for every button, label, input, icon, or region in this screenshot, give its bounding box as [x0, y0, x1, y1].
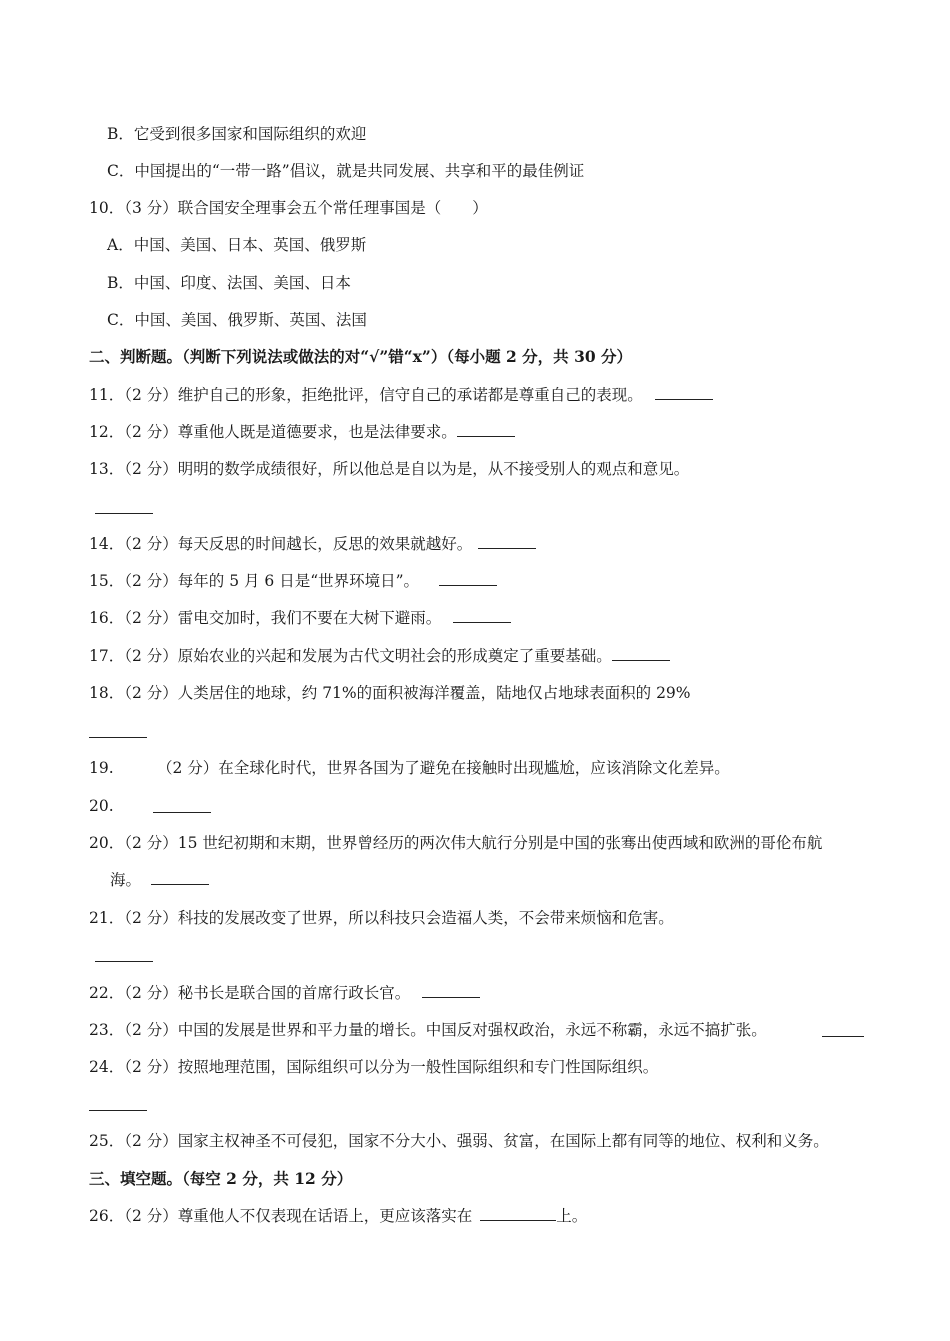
answer-blank-20[interactable]: [151, 870, 209, 885]
question-11-text: 11．（2 分）维护自己的形象，拒绝批评，信守自己的承诺都是尊重自己的表现。: [89, 386, 643, 404]
question-23: 23．（2 分）中国的发展是世界和平力量的增长。中国反对强权政治，永远不称霸，永远不搞扩张。: [89, 1021, 767, 1039]
answer-blank-18[interactable]: [89, 737, 147, 738]
question-26-text-before: 26．（2 分）尊重他人不仅表现在话语上，更应该落实在: [89, 1207, 473, 1225]
question-17: [89, 646, 670, 666]
question-19-number: 19.: [89, 759, 114, 777]
question-20-line-1: 20．（2 分）15 世纪初期和末期，世界曾经历的两次伟大航行分别是中国的张骞出使西域和欧洲的哥伦布航: [89, 834, 823, 852]
answer-blank-13[interactable]: [95, 513, 153, 514]
q10-stem: 10．（3 分）联合国安全理事会五个常任理事国是（ ）: [89, 199, 488, 217]
answer-blank-15[interactable]: [439, 571, 497, 586]
question-20: [110, 870, 209, 890]
question-18: 18．（2 分）人类居住的地球，约 71%的面积被海洋覆盖，陆地仅占地球表面积的 29%: [89, 684, 691, 702]
answer-blank-17[interactable]: [612, 646, 670, 661]
question-26-text-after: 上。: [556, 1207, 588, 1225]
answer-blank-21[interactable]: [95, 961, 153, 962]
question-22: [89, 983, 480, 1003]
q10-option-c: C．中国、美国、俄罗斯、英国、法国: [107, 311, 367, 329]
question-14-text: 14．（2 分）每天反思的时间越长，反思的效果就越好。: [89, 535, 473, 553]
question-14: [89, 534, 536, 554]
answer-blank-22[interactable]: [422, 983, 480, 998]
question-13: 13．（2 分）明明的数学成绩很好，所以他总是自以为是，从不接受别人的观点和意见。: [89, 460, 690, 478]
question-20-line-2: 海。: [110, 871, 142, 889]
answer-blank-16[interactable]: [453, 608, 511, 623]
q9-option-b: B．它受到很多国家和国际组织的欢迎: [107, 125, 367, 143]
q10-option-b: B．中国、印度、法国、美国、日本: [107, 274, 351, 292]
question-11: [89, 385, 713, 405]
question-15-text: 15．（2 分）每年的 5 月 6 日是“世界环境日”。: [89, 572, 420, 590]
question-12: [89, 422, 515, 442]
question-24: 24．（2 分）按照地理范围，国际组织可以分为一般性国际组织和专门性国际组织。: [89, 1058, 659, 1076]
q10-option-a: A．中国、美国、日本、英国、俄罗斯: [107, 236, 367, 254]
answer-blank-23[interactable]: [822, 1036, 864, 1037]
answer-blank-14[interactable]: [478, 534, 536, 549]
answer-blank-19[interactable]: [153, 812, 211, 813]
section-3-heading: 三、填空题。（每空 2 分，共 12 分）: [89, 1169, 353, 1188]
answer-blank-11[interactable]: [655, 385, 713, 400]
question-25: 25．（2 分）国家主权神圣不可侵犯，国家不分大小、强弱、贫富，在国际上都有同等的地位、权利和义务。: [89, 1132, 829, 1150]
answer-blank-12[interactable]: [457, 422, 515, 437]
question-16: [89, 608, 511, 628]
question-22-text: 22．（2 分）秘书长是联合国的首席行政长官。: [89, 984, 411, 1002]
q9-option-c: C．中国提出的“一带一路”倡议，就是共同发展、共享和平的最佳例证: [107, 162, 585, 180]
question-20a-number: 20.: [89, 797, 114, 815]
question-17-text: 17．（2 分）原始农业的兴起和发展为古代文明社会的形成奠定了重要基础。: [89, 647, 612, 665]
question-21: 21．（2 分）科技的发展改变了世界，所以科技只会造福人类，不会带来烦恼和危害。: [89, 909, 674, 927]
question-19-text: （2 分）在全球化时代，世界各国为了避免在接触时出现尴尬，应该消除文化差异。: [157, 759, 730, 777]
section-2-heading: 二、判断题。（判断下列说法或做法的对“√”错“x”）（每小题 2 分，共 30 分）: [89, 347, 633, 366]
question-15: [89, 571, 497, 591]
question-16-text: 16．（2 分）雷电交加时，我们不要在大树下避雨。: [89, 609, 442, 627]
question-12-text: 12．（2 分）尊重他人既是道德要求，也是法律要求。: [89, 423, 457, 441]
answer-blank-26[interactable]: [480, 1206, 556, 1221]
question-26: [89, 1206, 587, 1226]
answer-blank-24[interactable]: [89, 1110, 147, 1111]
